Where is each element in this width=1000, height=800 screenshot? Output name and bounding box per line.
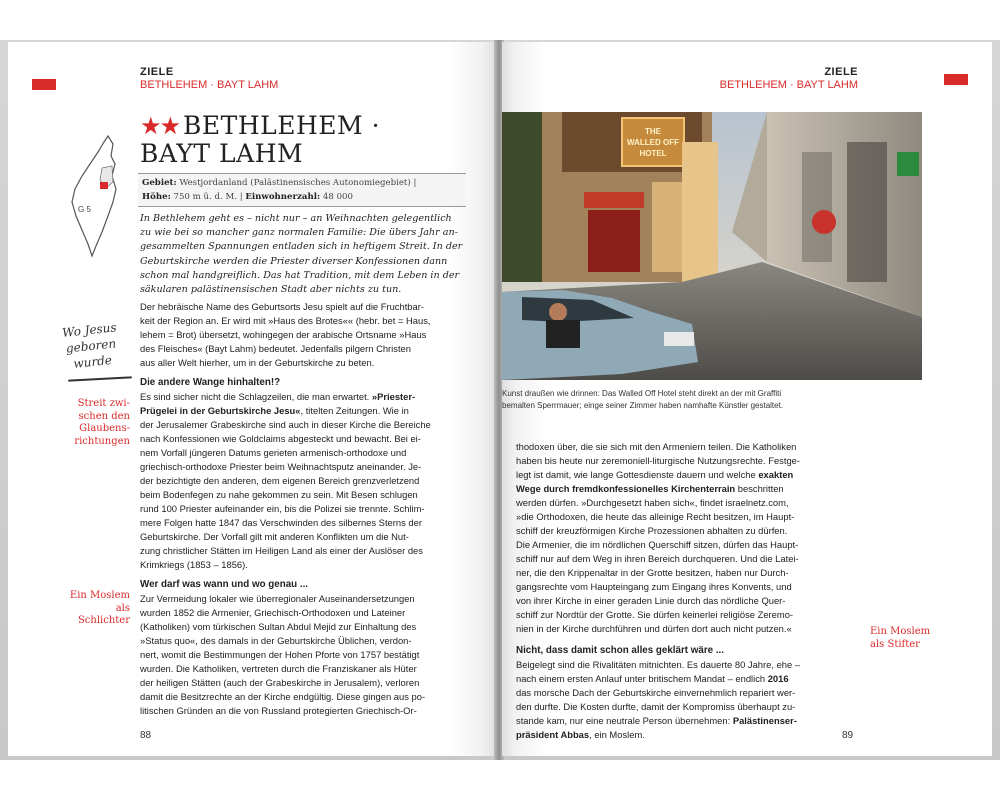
text-line: werden dürfen. »Durchgesetzt haben sich«, findet israelnetz.com, <box>516 497 789 508</box>
text-line: des Fleisches« (Bayt Lahm) bedeutet. Jedenfalls pilgern Christen <box>140 343 411 354</box>
photo-caption <box>502 388 942 412</box>
paragraph-intro <box>140 300 480 370</box>
body-text-right <box>516 440 864 742</box>
text-line: gangsrechte vom Haupteingang zum Eingang ihres Konvents, und <box>516 581 792 592</box>
bold-span: exakten <box>758 469 794 480</box>
right-page <box>502 42 992 756</box>
open-book <box>0 40 1000 760</box>
page-title <box>140 112 380 168</box>
graffiti-flag <box>897 152 919 176</box>
hotel-sign-text: HOTEL <box>639 149 667 158</box>
text-span: , ein Moslem. <box>589 729 645 740</box>
paragraph-wange <box>140 390 480 572</box>
text-line: schiff zur Nordtür der Grotte. Sie dürfen keinerlei religiöse Zeremo- <box>516 609 794 620</box>
facts-area-label: Gebiet: <box>142 178 177 188</box>
caption-line: Kunst draußen wie drinnen: Das Walled Off Hotel steht direkt an der mit Graffiti <box>502 389 782 398</box>
left-page <box>8 42 496 756</box>
text-line: den durfte. Die Kosten durfte, damit der Kompromiss überhaupt zu- <box>516 701 796 712</box>
bold-span: Palästinenser- <box>732 715 797 726</box>
paragraph-dach <box>516 658 864 742</box>
bold-span: präsident Abbas <box>516 729 590 740</box>
text-line: lehem = Brot) übersetzt, wohingegen der arabische Ortsname »Haus <box>140 329 427 340</box>
margin-note-line: schen den <box>78 410 130 422</box>
margin-note-line: als <box>115 602 130 614</box>
text-line: nert, womit die Bestimmungen der Hohen Pforte von 1757 bestätigt <box>140 649 420 660</box>
bold-span: Prügelei in der Geburtskirche Jesu« <box>140 405 301 416</box>
handwritten-underline <box>68 376 132 381</box>
subheading-wange: Die andere Wange hinhalten!? <box>140 377 281 388</box>
facts-height-value: 750 m ü. d. M. | <box>173 192 243 202</box>
graffiti <box>847 142 887 282</box>
bold-span: Wege durch fremdkonfessionelles Kirchenterrain <box>516 483 736 494</box>
text-span: , titelten Zeitungen. Wie in <box>300 405 409 416</box>
text-line: der bezichtigte den anderen, dem eigenen Bereich grenzverletzend <box>140 475 420 486</box>
section-label: ZIELE <box>140 66 174 78</box>
facts-height-label: Höhe: <box>142 192 171 202</box>
text-line: nach Konfessionen wie Goldclaims abgesteckt und bewacht. Bei ei- <box>140 433 421 444</box>
margin-note-line: Ein Moslem <box>69 590 130 601</box>
page-number-left: 88 <box>140 730 152 741</box>
title-line-2: BAYT LAHM <box>140 139 304 168</box>
text-line: das morsche Dach der Geburtskirche einvernehmlich repariert wer- <box>516 687 796 698</box>
text-span: nach einem ersten Anlauf unter britischem Mandat – endlich <box>516 673 768 684</box>
lead-line: säkularen palästinensischen Stadt aber nichts zu tun. <box>140 284 402 296</box>
paragraph-status-quo <box>140 592 480 718</box>
title-line-1: BETHLEHEM · <box>183 111 381 140</box>
text-line: schiff nur auf dem Weg in ihren Bereich durchqueren. Und die Latei- <box>516 553 799 564</box>
hand-note-line: geboren <box>65 336 117 356</box>
hand-note-line: wurde <box>72 352 113 371</box>
graffiti <box>802 152 832 262</box>
paragraph-continued <box>516 440 864 636</box>
hotel-side <box>682 142 718 282</box>
text-line: nem Vorfall jüngeren Datums gerieten armenisch-orthodoxe und <box>140 447 407 458</box>
lead-paragraph <box>140 212 480 297</box>
location-map-icon <box>68 134 128 259</box>
map-grid-label: G 5 <box>78 205 91 214</box>
text-line: litischen Gründen an die von Russland protegierten Griechisch-Or- <box>140 705 417 716</box>
facts-population-label: Einwohnerzahl: <box>245 192 321 202</box>
margin-note-line: Glaubens- <box>79 423 130 434</box>
handwritten-note <box>50 318 133 374</box>
margin-note-line: als Stifter <box>870 638 920 650</box>
margin-note-line: richtungen <box>74 435 130 447</box>
car-headlight <box>664 332 694 346</box>
place-label: BETHLEHEM · BAYT LAHM <box>140 79 279 91</box>
text-line: Die Armenier, die im nördlichen Querschiff sitzen, dürfen das Haupt- <box>516 539 799 550</box>
text-line: thodoxen über, die sie sich mit den Armeniern teilen. Die Katholiken <box>516 441 797 452</box>
red-section-tab <box>32 79 56 90</box>
text-span: Es sind sicher nicht die Schlagzeilen, die man erwartet. <box>140 391 372 402</box>
text-line: Beigelegt sind die Rivalitäten mitnichten. Es dauerte 80 Jahre, ehe – <box>516 659 801 670</box>
lead-line: schon mal handgreiflich. Das hat Tradition, mit dem Leben in der <box>140 269 460 281</box>
text-span: stande kam, nur eine neutrale Person übernehmen: <box>516 715 733 726</box>
driver <box>549 303 567 321</box>
lead-line: Geburtskirche werden die Priester diverser Konfessionen dann <box>140 255 448 267</box>
margin-note-line: Streit zwi- <box>77 398 130 409</box>
red-section-tab <box>944 74 968 85</box>
bold-span: »Priester- <box>371 391 416 402</box>
text-line: wurden 1852 die Armenier, Griechisch-Orthodoxen und Lateiner <box>140 607 406 618</box>
text-line: ner, die den Krippenaltar in der Grotte besitzen, haben nur Durch- <box>516 567 789 578</box>
hotel-sign-text: WALLED OFF <box>627 138 679 147</box>
subheading-wer-darf: Wer darf was wann und wo genau ... <box>140 579 309 590</box>
lead-line: gesammelten Spannungen entladen sich in heftigem Streit. In der <box>140 241 463 253</box>
text-line: Zur Vermeidung lokaler wie überregionaler Auseinandersetzungen <box>140 593 415 604</box>
walled-off-hotel-photo <box>502 112 922 380</box>
text-line: schiff der kreuzförmigen Kirche Prozessionen abhalten zu dürfen. <box>516 525 788 536</box>
text-line: »die Orthodoxen, die heute das alleinige Recht besitzen, im Haupt- <box>516 511 795 522</box>
text-line: der Jerusalemer Grabeskirche sind auch in dieser Kirche die Bereiche <box>140 419 431 430</box>
text-line: zung christlicher Stätten im Heiligen Land als einer der Auslöser des <box>140 545 423 556</box>
running-header <box>140 66 278 92</box>
hotel-door <box>588 210 640 272</box>
facts-population-value: 48 000 <box>322 192 353 202</box>
lead-line: In Bethlehem geht es – nicht nur – an Weihnachten gelegentlich <box>140 213 452 224</box>
text-line: mere Folgen hatte 1847 das Verschwinden des silbernes Sterns der <box>140 517 422 528</box>
text-line: griechisch-orthodoxe Priester beim Weihnachtsputz aneinander. Je- <box>140 461 422 472</box>
text-line: Geburtskirche. Der Vorfall gilt mit anderen Konflikten um die Nut- <box>140 531 409 542</box>
location-marker <box>100 182 108 189</box>
text-line: nien in der Kirche durchführen und dürfen dort auch nicht putzen.« <box>516 623 792 634</box>
margin-note-line: Ein Moslem <box>870 626 931 637</box>
text-line: aus aller Welt hierher, um in der Geburtskirche zu beten. <box>140 357 375 368</box>
star-rating: ★★ <box>140 112 180 140</box>
text-line: Krimkriegs (1853 – 1856). <box>140 559 248 570</box>
hotel-awning <box>584 192 644 208</box>
text-line: keit der Region an. Er wird mit »Haus des Brotes«« (hebr. bet = Haus, <box>140 315 431 326</box>
section-label: ZIELE <box>824 66 858 78</box>
bold-span: 2016 <box>767 673 789 684</box>
text-line: »Status quo«, des damals in der Geburtskirche Üblichen, verdon- <box>140 635 412 646</box>
text-line: beim Bodenfegen zu nahe gekommen zu sein. Mit Besen schlugen <box>140 489 418 500</box>
page-number-right: 89 <box>842 730 854 741</box>
hand-note-line: Wo Jesus <box>61 320 118 340</box>
graffiti-umbrella <box>812 210 836 234</box>
margin-note-streit <box>52 398 130 448</box>
facts-area-value: Westjordanland (Palästinensisches Autonomiegebiet) | <box>179 178 417 188</box>
hotel-sign-text: THE <box>645 127 661 136</box>
israel-outline <box>72 136 116 256</box>
text-line: haben bis heute nur zeremoniell-liturgische Nutzungsrechte. Festge- <box>516 455 801 466</box>
margin-note-line: Schlichter <box>77 615 130 626</box>
text-line: wurden. Die Katholiken, vertreten durch die Franziskaner als Hüter <box>140 663 417 674</box>
text-line: damit die Besitzrechte an der Kirche endgültig. Diese gingen aus po- <box>140 691 426 702</box>
text-line: (Katholiken) vom türkischen Sultan Abdul Mejid zur Einhaltung des <box>140 621 417 632</box>
text-span: legt ist damit, wie lange Gottesdienste dauern und welche <box>516 469 759 480</box>
margin-note-schlichter <box>52 590 130 628</box>
running-header <box>712 66 858 92</box>
text-line: Der hebräische Name des Geburtsorts Jesu spielt auf die Fruchtbar- <box>140 301 424 312</box>
place-label: BETHLEHEM · BAYT LAHM <box>719 79 858 91</box>
subheading-nicht-geklaert: Nicht, dass damit schon alles geklärt wäre ... <box>516 645 724 656</box>
text-line: der heiligen Stätten (auch der Grabeskirche in Jerusalem), verloren <box>140 677 420 688</box>
lead-line: zu wie bei so mancher ganz normalen Familie: Die übers Jahr an- <box>140 227 458 239</box>
margin-note-stifter <box>870 626 970 651</box>
fact-box <box>138 173 466 207</box>
text-line: von ihrer Kirche in einer geraden Linie durch das nördliche Quer- <box>516 595 786 606</box>
driver-body <box>546 320 580 348</box>
text-span: beschritten <box>735 483 784 494</box>
text-line: rund 100 Priester aufeinander ein, bis die Polizei sie trennte. Schlim- <box>140 503 425 514</box>
body-text-left <box>140 300 480 718</box>
caption-line: bemalten Sperrmauer; einge seiner Zimmer haben namhafte Künstler gestaltet. <box>502 401 784 410</box>
